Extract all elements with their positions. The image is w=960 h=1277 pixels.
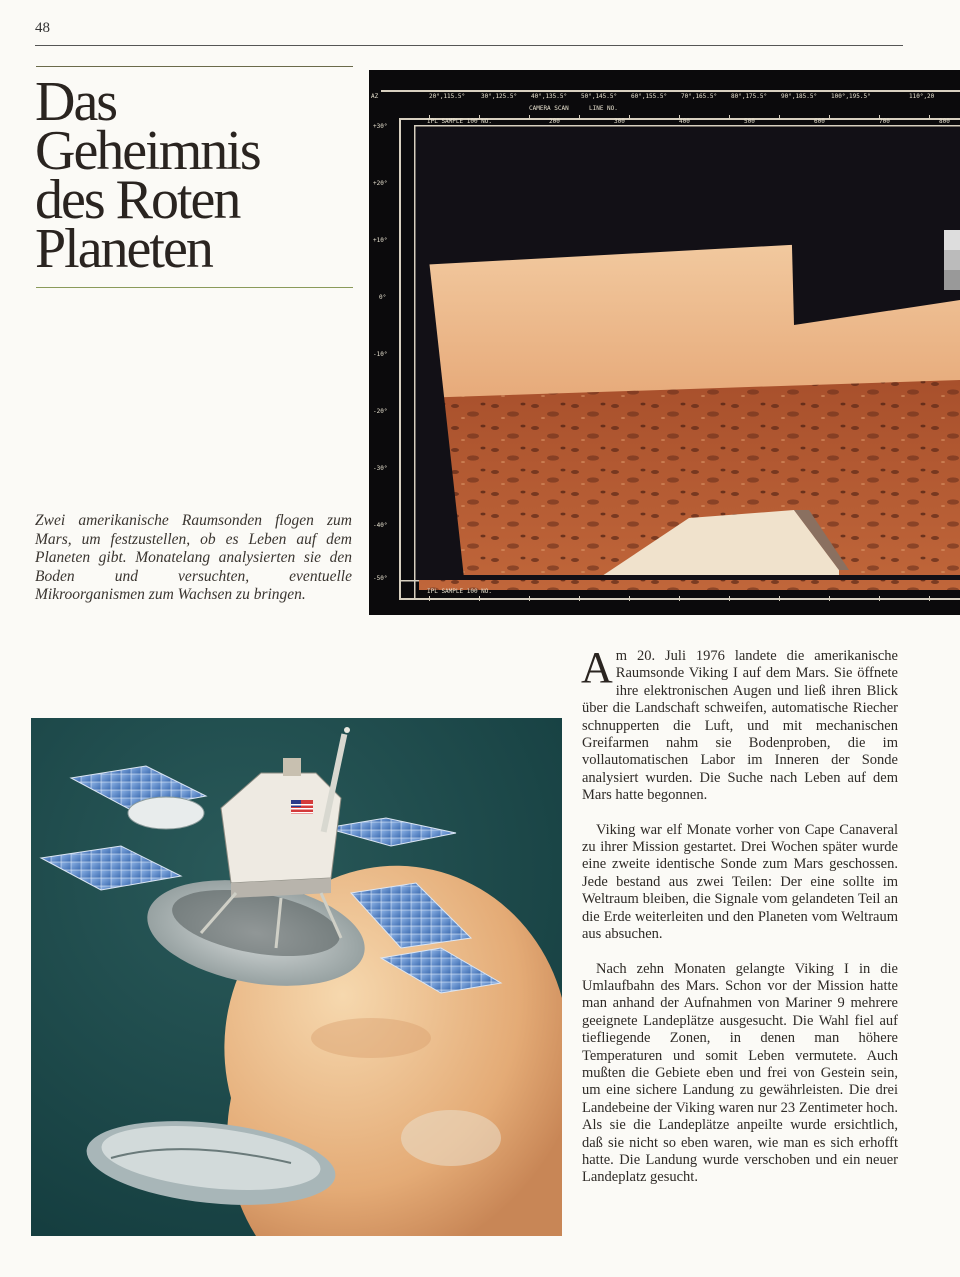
mars-surface-photo [369,70,960,615]
sample-label-bottom: IPL SAMPLE 100 NO. [427,588,493,595]
title-line-2: Geheimnis [35,120,260,182]
sample-tick-300: 300 [614,118,625,125]
page-title [35,71,355,280]
title-rule-bottom [36,287,353,288]
scale-plus20: +20° [373,180,388,187]
body-paragraph-2: Viking war elf Monate vorher von Cape Canaveral zu ihrer Mission gestartet. Drei Wochen später wurde eine zweite identische Sonde zum Mars geschossen. Jede bestand aus zwei Teilen: Der eine sollte im Weltraum bleiben, die Signale vom gelandeten Teil an die Erde weiterleiten und den Planeten vom Weltraum aus absuchen. [582,821,898,943]
scale-minus10: -10° [373,351,388,358]
body-paragraph-1-text: m 20. Juli 1976 landete die amerikanische Raumsonde Viking I auf dem Mars. Sie öffnete ihre elektronischen Augen und ließ ihren Blick über die Landschaft schweifen, automatische Riecher schnupperten die Luft, und mit mechanischen Greifarmen nahm sie Bodenproben, die im vollautomatischen Labor im Inneren der Sonde analysiert wurden. Die Suche nach Leben auf dem Mars hatte begonnen. [582,648,898,804]
sample-tick-700: 700 [879,118,890,125]
photo-caption: Zwei amerikanische Raumsonden flogen zum Mars, um festzustellen, ob es Leben auf dem Planeten gibt. Monatelang analysierten sie den Boden und versuchten, eventuelle Mikroorganismen zum Wachsen zu bringen. [35,512,352,603]
camera-scan-label: CAMERA SCAN [529,105,569,112]
sample-label-top: IPL SAMPLE 100 NO. [427,118,493,125]
top-rule [35,45,903,46]
header-label-2: 30°,125.5° [481,93,518,100]
corner-label: AZ [371,93,379,100]
header-label-3: 40°,135.5° [531,93,568,100]
line-no-label: LINE NO. [589,105,618,112]
scale-minus30: -30° [373,465,388,472]
viking-spacecraft-illustration [31,718,562,1236]
header-label-1: 20°,115.5° [429,93,466,100]
scale-minus40: -40° [373,522,388,529]
scale-minus50: -50° [373,575,388,582]
sample-tick-400: 400 [679,118,690,125]
header-label-6: 70°,165.5° [681,93,718,100]
header-label-5: 60°,155.5° [631,93,668,100]
page-number: 48 [35,20,50,36]
title-line-1: Das [35,71,117,133]
title-rule-top [36,66,353,67]
sample-tick-800: 800 [939,118,950,125]
spacecraft-graphic [31,718,562,1236]
header-label-8: 90°,185.5° [781,93,818,100]
header-label-7: 80°,175.5° [731,93,768,100]
body-paragraph-1 [581,643,898,805]
sample-tick-200: 200 [549,118,560,125]
title-line-4: Planeten [35,218,212,280]
sample-tick-600: 600 [814,118,825,125]
header-label-9: 100°,195.5° [831,93,871,100]
mars-photo-labels [369,70,960,615]
drop-cap: A [581,643,613,692]
scale-minus20: -20° [373,408,388,415]
sample-tick-500: 500 [744,118,755,125]
header-label-4: 50°,145.5° [581,93,618,100]
title-line-3: des Roten [35,169,240,231]
scale-zero: 0° [379,294,387,301]
scale-plus10: +10° [373,237,388,244]
article-body [581,643,898,1204]
scale-plus30: +30° [373,123,388,130]
body-paragraph-3: Nach zehn Monaten gelangte Viking I in die Umlaufbahn des Mars. Schon vor der Mission hatte man anhand der Aufnahmen von Mariner 9 mehrere geeignete Landeplätze ausgesucht. Die Wahl fiel auf tiefliegende Zonen, in denen man höhere Temperaturen und somit Leben vermutete. Auch mußten die Gebiete eben und frei von Gestein sein, um eine sichere Landung zu gewährleisten. Die drei Landebeine der Viking waren nur 23 Zentimeter hoch. Als sie die Landeplätze anpeilte wurde ersichtlich, daß sie nicht so eben waren, wie man es sich erhofft hatte. Die Landung wurde verschoben und ein neuer Landeplatz gesucht. [582,960,898,1186]
header-label-10: 110°,20 [909,93,935,100]
